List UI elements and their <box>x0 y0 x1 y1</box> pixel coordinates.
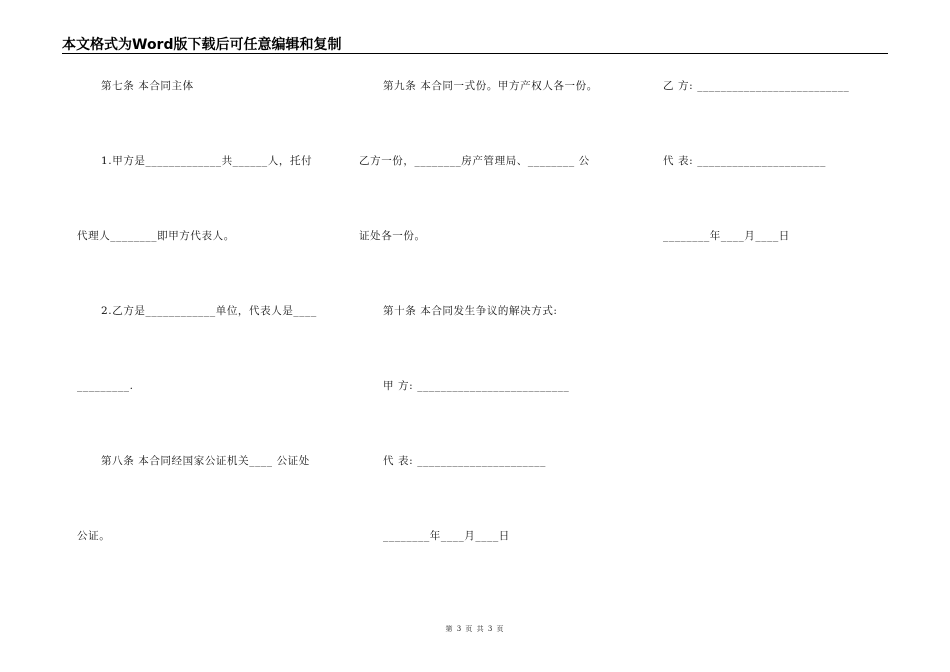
party-b-clause: 2.乙方是____________单位，代表人是____ <box>101 305 317 317</box>
page-number: 第 3 页 共 3 页 <box>445 625 505 633</box>
article-8-continuation: 公证。 <box>77 530 111 542</box>
article-10-heading: 第十条 本合同发生争议的解决方式: <box>383 305 558 317</box>
party-b-signature-line: 乙 方: __________________________ <box>663 80 850 92</box>
party-a-clause: 1.甲方是_____________共______人，托付 <box>101 155 313 167</box>
header-divider <box>62 53 888 54</box>
party-a-date-line: ________年____月____日 <box>383 530 510 542</box>
party-a-representative-line: 代 表: ______________________ <box>383 455 546 467</box>
article-9-heading: 第九条 本合同一式份。甲方产权人各一份。 <box>383 80 598 92</box>
party-b-representative-line: 代 表: ______________________ <box>663 155 826 167</box>
party-a-agent-clause: 代理人________即甲方代表人。 <box>77 230 235 242</box>
article-9-continuation: 证处各一份。 <box>359 230 426 242</box>
party-b-date-line: ________年____月____日 <box>663 230 790 242</box>
party-b-representative-blank: _________. <box>77 380 134 392</box>
article-9-copies: 乙方一份，________房产管理局、________ 公 <box>359 155 590 167</box>
header-title: 本文格式为Word版下载后可任意编辑和复制 <box>62 37 342 53</box>
article-8-heading: 第八条 本合同经国家公证机关____ 公证处 <box>101 455 310 467</box>
article-7-heading: 第七条 本合同主体 <box>101 80 194 92</box>
party-a-signature-line: 甲 方: __________________________ <box>383 380 570 392</box>
